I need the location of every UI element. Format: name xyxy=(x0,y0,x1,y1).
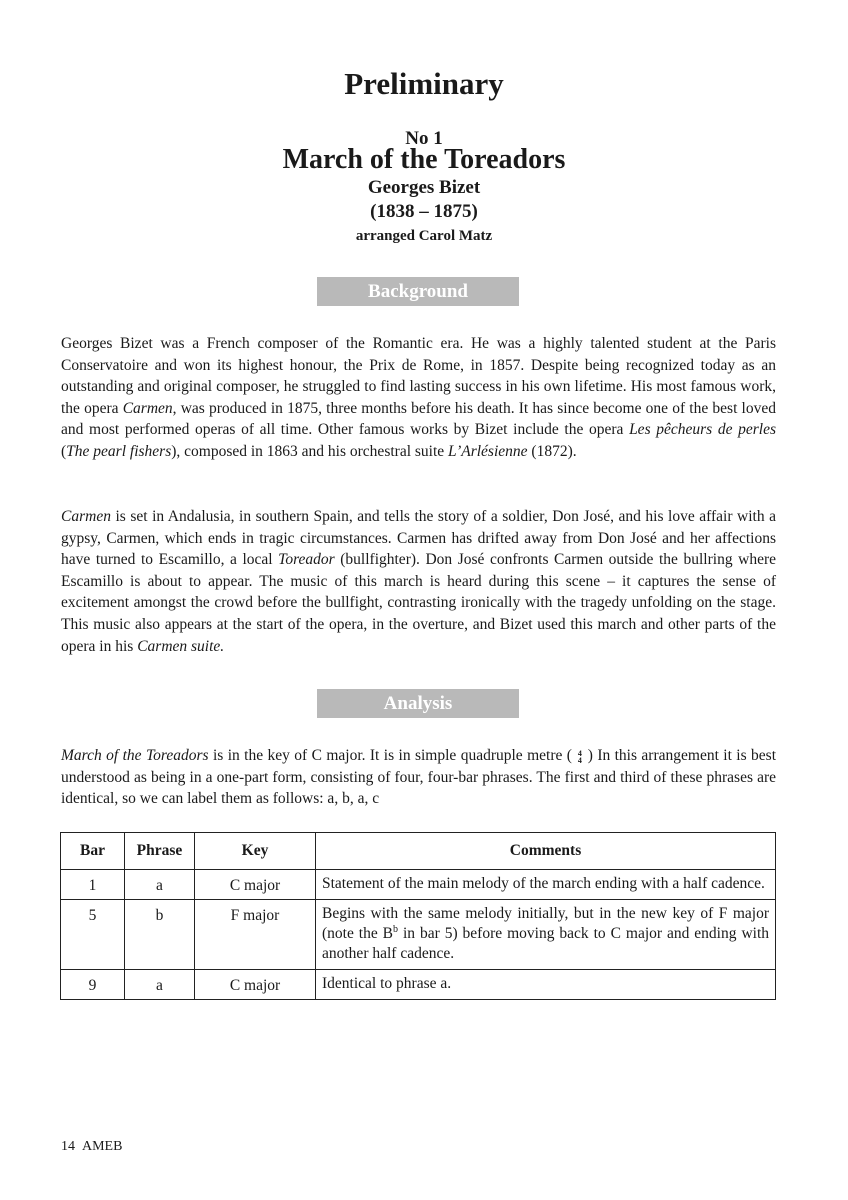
text-run: Identical to phrase a. xyxy=(322,975,452,992)
phrase-table xyxy=(60,832,776,1000)
text-run: (1872). xyxy=(527,442,577,460)
text-run: Statement of the main melody of the march ending with a half cadence. xyxy=(322,875,765,892)
text-run: (bullfighter). Don José confronts Carmen outside the bullring where Escamillo is about to appear. The music of this march is heard during this scene – it captures the sense of excitement amongst the crowd before the bullfight, contrasting ironically with the tragedy unfolding on the stage. This music also appears at the start of the opera, in the overture, and Bizet used this march and other parts of the opera in his xyxy=(61,551,776,655)
piece-title: March of the Toreadors xyxy=(282,144,566,175)
text-run: Georges Bizet was a French composer of the Romantic era. He was a highly talented student at the Paris Conservatoire and won its highest honour, the Prix de Rome, in 1857. Despite being recognized today as an outstanding and original composer, he struggled to find lasting success in his own lifetime. His most famous work, the opera xyxy=(61,335,776,417)
page-title: Preliminary xyxy=(344,66,504,101)
background-heading: Background xyxy=(317,277,519,306)
arranger-credit: arranged Carol Matz xyxy=(355,228,493,244)
cell-comment xyxy=(316,900,776,970)
text-run: ( xyxy=(61,442,67,460)
table-row xyxy=(61,870,776,900)
publisher-name: AMEB xyxy=(82,1139,123,1154)
table-row xyxy=(61,970,776,1000)
composer-name: Georges Bizet xyxy=(367,177,481,198)
text-run: Begins with the same melody initially, but in the new key of F major (note the B xyxy=(322,905,769,942)
cell-bar: 5 xyxy=(61,900,125,970)
time-signature-top: 4 xyxy=(577,749,582,758)
flat-sign: b xyxy=(393,923,399,935)
cell-comment xyxy=(316,970,776,1000)
cell-bar: 9 xyxy=(61,970,125,1000)
time-signature-bottom: 4 xyxy=(577,756,582,765)
cell-key: C major xyxy=(195,970,316,1000)
text-run: ), composed in 1863 and his orchestral suite xyxy=(171,442,449,460)
text-run-italic: March of the Toreadors xyxy=(61,747,209,764)
text-run-italic: Carmen xyxy=(61,508,111,525)
text-run-italic: Carmen xyxy=(122,399,173,417)
text-run-italic: Carmen suite. xyxy=(137,637,225,655)
text-run: ) In this arrangement it is best understood as being in a one-part form, consisting of four, four-bar phrases. The first and third of these phrases are identical, so we can label them as follows: a, b, a, c xyxy=(61,747,777,808)
cell-key: C major xyxy=(195,870,316,900)
background-paragraph-2 xyxy=(61,506,776,657)
cell-phrase: a xyxy=(125,970,195,1000)
page-number: 14 xyxy=(61,1139,75,1154)
text-run-italic: Les pêcheurs de perles xyxy=(629,421,776,439)
cell-phrase: a xyxy=(125,870,195,900)
column-header-comments: Comments xyxy=(316,833,776,870)
table-row xyxy=(61,900,776,970)
cell-bar: 1 xyxy=(61,870,125,900)
column-header-bar: Bar xyxy=(61,833,125,870)
text-run-italic: L’Arlésienne xyxy=(448,442,528,460)
text-run: is set in Andalusia, in southern Spain, and tells the story of a soldier, Don José, and his love affair with a gypsy, Carmen, which ends in tragic circumstances. Carmen has drifted away from Don José and her affections have turned to Escamillo, a local xyxy=(61,508,776,569)
text-run-italic: Toreador xyxy=(278,551,335,569)
column-header-phrase: Phrase xyxy=(125,833,195,870)
analysis-heading: Analysis xyxy=(317,689,519,718)
text-run: , was produced in 1875, three months before his death. It has since become one of the best loved and most performed operas of all time. Other famous works by Bizet include the opera xyxy=(61,399,776,439)
text-run: is in the key of C major. It is in simple quadruple metre ( xyxy=(208,747,572,764)
column-header-key: Key xyxy=(195,833,316,870)
cell-phrase: b xyxy=(125,900,195,970)
text-run-italic: The pearl fishers xyxy=(66,442,172,460)
cell-key: F major xyxy=(195,900,316,970)
table-header-row xyxy=(61,833,776,870)
composer-dates: (1838 – 1875) xyxy=(370,201,478,222)
analysis-paragraph xyxy=(61,745,776,810)
background-paragraph-1 xyxy=(61,333,776,463)
cell-comment xyxy=(316,870,776,900)
time-signature xyxy=(576,750,583,764)
text-run: in bar 5) before moving back to C major and ending with another half cadence. xyxy=(322,925,769,962)
page-footer xyxy=(61,1139,122,1155)
piece-number: No 1 xyxy=(405,128,443,149)
